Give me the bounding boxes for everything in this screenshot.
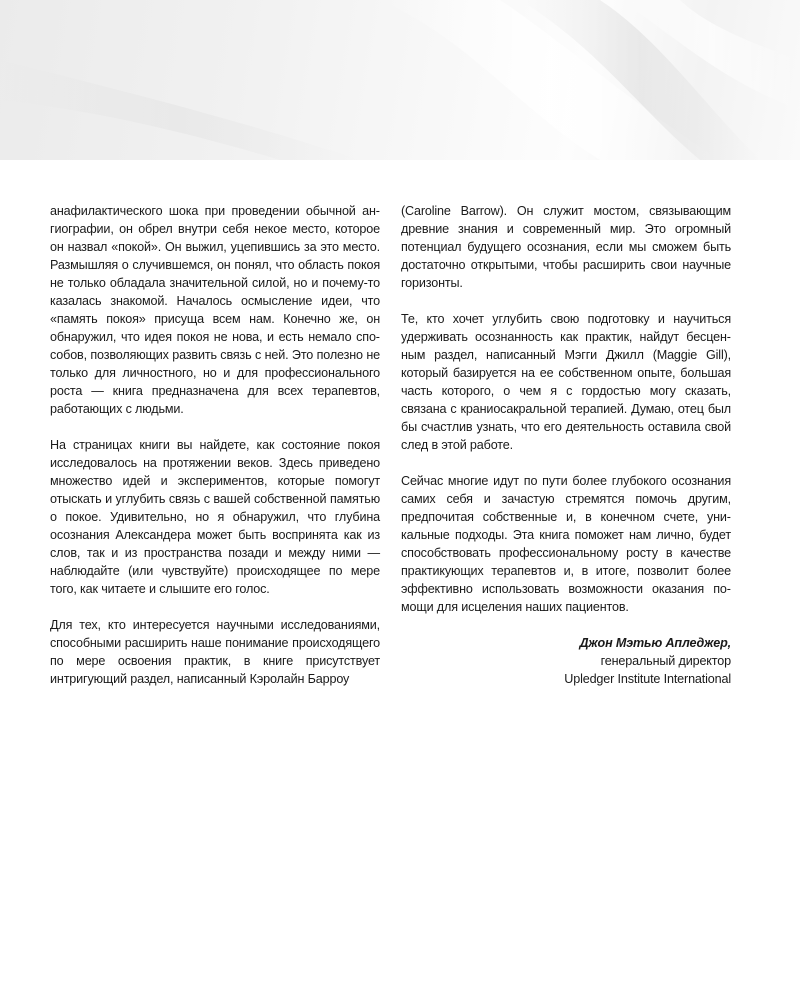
signature-block [401,634,731,688]
paragraph: Для тех, кто интересуется научными исследованиями, способными расширить наше понимание происходящего по мере освоения практик, в книге присутствует интригующий раздел, написанный Кэролайн Барроу [50,618,380,686]
decorative-header-band [0,0,800,160]
silk-texture-graphic [0,0,800,160]
signature-organization: Upledger Institute International [564,672,731,686]
paragraph: Те, кто хочет углубить свою подготовку и научиться удерживать осознанность как практик, найдут бесценным раздел, написанный Мэгги Джилл (Maggie Gill), который базируется на ее собственном опыте, большая часть которого, о чем я с гордостью могу сказать, связана с краниосакральной терапией. Думаю, отец был бы счастлив узнать, что его деятельность оставила свой след в этой работе. [401,312,731,452]
paragraph: (Caroline Barrow). Он служит мостом, связывающим древние знания и современный мир. Это огромный потенциал будущего осознания, если мы сможем быть достаточно открытыми, чтобы расширить свои научные горизонты. [401,204,731,290]
left-text-column [50,202,380,706]
signature-title: генеральный директор [600,654,731,668]
signature-name: Джон Мэтью Апледжер, [579,636,731,650]
paragraph: На страницах книги вы найдете, как состояние покоя исследовалось на протяжении веков. Здесь приведено множество идей и экспериментов, которые помогут отыскать и углубить связь с вашей собственной памятью о покое. Удивительно, но я обнаружил, что глубина осознания Александера может быть воспринята как из слов, так и из пространства позади и между ними — наблюдайте (или чувствуйте) происходящее по мере того, как читаете и слышите его голос. [50,438,380,596]
paragraph: анафилактического шока при проведении обычной ангиографии, он обрел внутри себя некое место, которое он назвал «покой». Он выжил, уцепившись за это место. Размышляя о случившемся, он понял, что область покоя не только обладала значительной силой, но и почему-то казалась знакомой. Началось осмысление идеи, что «память покоя» присуща всем нам. Конечно же, он обнаружил, что идея покоя не нова, и есть немало способов, позволяющих развить связь с ней. Это полезно не только для личностного, но и для профессионального роста — книга предназначена для всех терапевтов, работающих с людьми. [50,204,380,416]
paragraph: Сейчас многие идут по пути более глубокого осознания самих себя и зачастую стремятся помочь другим, предпочитая собственные и, в конечном счете, уникальные подходы. Эта книга поможет нам лично, будет способствовать профессиональному росту в качестве практикующих терапевтов и, в итоге, позволит более эффективно использовать возможности оказания помощи для исцеления наших пациентов. [401,474,731,614]
right-text-column [401,202,731,688]
